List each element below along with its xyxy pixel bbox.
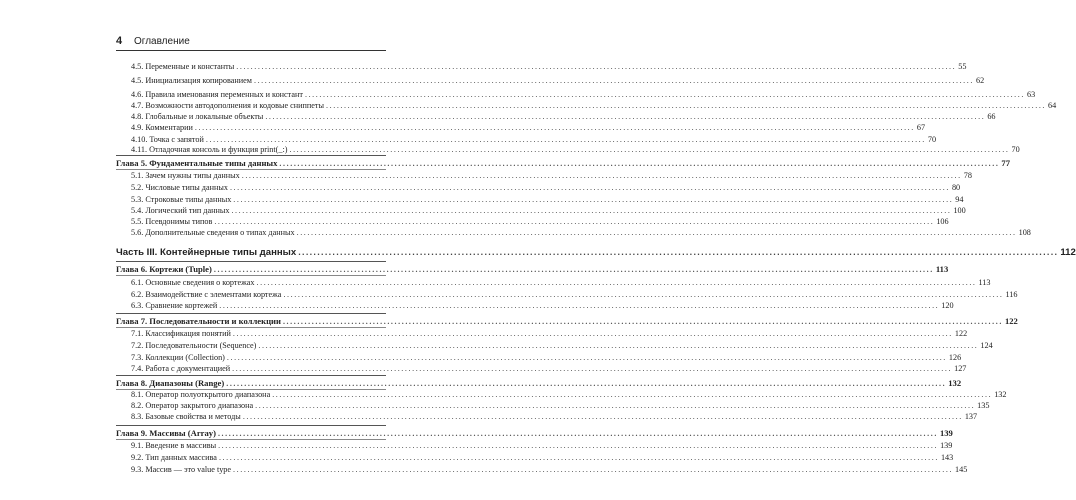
toc-entry-title: Часть III. Контейнерные типы данных	[116, 247, 297, 258]
chapter-rule-top	[116, 375, 386, 376]
toc-entry-title: 9.1. Введение в массивы	[131, 441, 217, 450]
dot-leader: ........................................................................................................................................................................................................	[205, 135, 926, 144]
toc-entry-page: 112	[1060, 247, 1076, 258]
toc-entry-page: 127	[954, 364, 967, 373]
chapter-rule-bottom	[116, 327, 386, 328]
toc-entry-title: 4.7. Возможности автодополнения и кодовые сниппеты	[131, 101, 325, 110]
toc-entry-title: Глава 7. Последовательности и коллекции	[116, 316, 281, 326]
dot-leader: ........................................................................................................................................................................................................	[213, 265, 934, 274]
toc-entry-page: 135	[977, 401, 990, 410]
dot-leader: ........................................................................................................................................................................................................	[217, 429, 938, 438]
toc-section-entry	[131, 123, 926, 133]
toc-chapter-entry	[116, 316, 1018, 326]
dot-leader: ........................................................................................................................................................................................................	[272, 390, 993, 399]
toc-section-entry	[131, 101, 1057, 111]
toc-section-entry	[131, 364, 967, 374]
toc-entry-page: 66	[987, 112, 996, 121]
dot-leader: ........................................................................................................................................................................................................	[233, 465, 954, 474]
toc-entry-title: 5.5. Псевдонимы типов	[131, 217, 213, 226]
page-header	[116, 36, 386, 51]
toc-entry-page: 124	[980, 341, 993, 350]
toc-entry-page: 77	[1001, 158, 1011, 168]
toc-entry-page: 139	[940, 441, 953, 450]
toc-entry-page: 67	[916, 123, 926, 132]
toc-entry-page: 63	[1026, 90, 1036, 99]
toc-entry-page: 139	[939, 428, 953, 438]
toc-section-entry	[131, 329, 968, 339]
toc-section-entry	[131, 401, 990, 411]
toc-entry-title: 8.1. Оператор полуоткрытого диапазона	[131, 390, 271, 399]
toc-entry-page: 70	[1011, 145, 1020, 154]
toc-entry-page: 106	[936, 217, 949, 226]
dot-leader: ........................................................................................................................................................................................................	[226, 353, 947, 362]
chapter-rule-top	[116, 425, 386, 426]
toc-part-entry	[116, 246, 1076, 258]
dot-leader: ........................................................................................................................................................................................................	[326, 101, 1047, 110]
toc-entry-title: 4.5. Инициализация копированием	[131, 76, 252, 85]
dot-leader: ........................................................................................................................................................................................................	[236, 62, 957, 71]
toc-entry-title: 4.8. Глобальные и локальные объекты	[131, 112, 264, 121]
chapter-rule-top	[116, 261, 386, 262]
dot-leader: ........................................................................................................................................................................................................	[253, 76, 974, 85]
toc-section-entry	[131, 112, 996, 122]
toc-entry-title: 6.3. Сравнение кортежей	[131, 301, 218, 310]
toc-entry-title: 4.11. Отладочная консоль и функция print(_:)	[131, 145, 288, 154]
dot-leader: ........................................................................................................................................................................................................	[304, 90, 1025, 99]
toc-entry-page: 80	[951, 183, 961, 192]
toc-entry-page: 78	[963, 171, 972, 180]
toc-section-entry	[131, 290, 1018, 300]
page-number: 4	[116, 35, 123, 47]
dot-leader: ........................................................................................................................................................................................................	[218, 441, 939, 450]
toc-entry-title: 5.2. Числовые типы данных	[131, 183, 228, 192]
toc-section-entry	[131, 278, 991, 288]
toc-entry-page: 94	[955, 195, 964, 204]
toc-entry-title: 4.9. Комментарии	[131, 123, 193, 132]
toc-entry-page: 120	[941, 301, 954, 310]
toc-section-entry	[131, 76, 985, 86]
dot-leader: ........................................................................................................................................................................................................	[242, 412, 963, 421]
toc-entry-title: 8.2. Оператор закрытого диапазона	[131, 401, 254, 410]
toc-entry-title: 5.6. Дополнительные сведения о типах данных	[131, 228, 295, 237]
toc-chapter-entry	[116, 264, 949, 274]
toc-entry-title: 7.3. Коллекции (Collection)	[131, 353, 225, 362]
toc-section-entry	[131, 183, 961, 193]
toc-chapter-entry	[116, 378, 962, 388]
dot-leader: ........................................................................................................................................................................................................	[279, 159, 1000, 168]
toc-entry-title: 4.5. Переменные и константы	[131, 62, 235, 71]
toc-chapter-entry	[116, 428, 953, 438]
dot-leader: ........................................................................................................................................................................................................	[255, 401, 976, 410]
toc-section-entry	[131, 145, 1020, 155]
dot-leader: ........................................................................................................................................................................................................	[289, 145, 1010, 154]
toc-entry-page: 122	[1004, 316, 1018, 326]
toc-section-entry	[131, 217, 949, 227]
toc-entry-title: 6.1. Основные сведения о кортежах	[131, 278, 255, 287]
toc-chapter-entry	[116, 158, 1011, 168]
toc-entry-title: 4.6. Правила именования переменных и констант	[131, 90, 303, 99]
toc-entry-title: Глава 8. Диапазоны (Range)	[116, 378, 225, 388]
toc-section-entry	[131, 228, 1031, 238]
dot-leader: ........................................................................................................................................................................................................	[226, 379, 947, 388]
toc-entry-title: Глава 6. Кортежи (Tuple)	[116, 264, 212, 274]
dot-leader: ........................................................................................................................................................................................................	[232, 364, 953, 373]
toc-section-entry	[131, 301, 954, 311]
toc-section-entry	[131, 441, 953, 451]
running-title: Оглавление	[134, 36, 190, 47]
toc-entry-page: 108	[1018, 228, 1031, 237]
toc-entry-title: Глава 9. Массивы (Array)	[116, 428, 216, 438]
chapter-rule-top	[116, 155, 386, 156]
toc-entry-title: 9.2. Тип данных массива	[131, 453, 217, 462]
toc-entry-page: 143	[940, 453, 954, 462]
toc-entry-title: 7.1. Классификация понятий	[131, 329, 231, 338]
dot-leader: ........................................................................................................................................................................................................	[219, 301, 940, 310]
toc-entry-page: 137	[964, 412, 978, 421]
toc-section-entry	[131, 135, 937, 145]
dot-leader: ........................................................................................................................................................................................................	[232, 329, 953, 338]
toc-entry-title: 5.4. Логический тип данных	[131, 206, 230, 215]
dot-leader: ........................................................................................................................................................................................................	[229, 183, 950, 192]
toc-entry-title: 7.2. Последовательности (Sequence)	[131, 341, 257, 350]
toc-entry-title: 5.1. Зачем нужны типы данных	[131, 171, 240, 180]
dot-leader: ........................................................................................................................................................................................................	[231, 206, 952, 215]
toc-entry-page: 55	[958, 62, 967, 71]
chapter-rule-top	[116, 313, 386, 314]
toc-section-entry	[131, 412, 978, 422]
toc-section-entry	[131, 390, 1007, 400]
toc-entry-page: 100	[953, 206, 966, 215]
toc-section-entry	[131, 341, 993, 351]
dot-leader: ........................................................................................................................................................................................................	[233, 195, 954, 204]
dot-leader: ........................................................................................................................................................................................................	[218, 453, 939, 462]
toc-entry-page: 70	[927, 135, 937, 144]
toc-entry-page: 113	[935, 264, 949, 274]
dot-leader: ........................................................................................................................................................................................................	[296, 228, 1017, 237]
dot-leader: ........................................................................................................................................................................................................	[194, 123, 915, 132]
toc-section-entry	[131, 62, 967, 72]
toc-section-entry	[131, 353, 962, 363]
toc-entry-page: 132	[948, 378, 962, 388]
toc-section-entry	[131, 90, 1036, 100]
dot-leader: ........................................................................................................................................................................................................	[241, 171, 962, 180]
toc-entry-title: 9.3. Массив — это value type	[131, 465, 232, 474]
toc-section-entry	[131, 195, 964, 205]
toc-entry-page: 126	[948, 353, 962, 362]
toc-entry-title: 7.4. Работа с документацией	[131, 364, 231, 373]
toc-entry-page: 113	[978, 278, 991, 287]
toc-section-entry	[131, 171, 972, 181]
toc-entry-title: 8.3. Базовые свойства и методы	[131, 412, 241, 421]
dot-leader: ........................................................................................................................................................................................................	[298, 247, 1059, 257]
dot-leader: ........................................................................................................................................................................................................	[214, 217, 935, 226]
dot-leader: ........................................................................................................................................................................................................	[282, 317, 1003, 326]
toc-entry-title: 6.2. Взаимодействие с элементами кортежа	[131, 290, 282, 299]
toc-entry-page: 116	[1005, 290, 1018, 299]
toc-entry-title: 4.10. Точка с запятой	[131, 135, 204, 144]
chapter-rule-bottom	[116, 275, 386, 276]
toc-entry-title: Глава 5. Фундаментальные типы данных	[116, 158, 278, 168]
toc-entry-page: 64	[1048, 101, 1057, 110]
toc-section-entry	[131, 465, 968, 475]
dot-leader: ........................................................................................................................................................................................................	[283, 290, 1004, 299]
dot-leader: ........................................................................................................................................................................................................	[256, 278, 977, 287]
toc-entry-page: 122	[954, 329, 968, 338]
dot-leader: ........................................................................................................................................................................................................	[258, 341, 979, 350]
dot-leader: ........................................................................................................................................................................................................	[265, 112, 986, 121]
toc-section-entry	[131, 206, 966, 216]
toc-entry-page: 132	[994, 390, 1007, 399]
toc-entry-title: 5.3. Строковые типы данных	[131, 195, 232, 204]
toc-entry-page: 145	[955, 465, 968, 474]
toc-section-entry	[131, 453, 954, 463]
toc-entry-page: 62	[975, 76, 985, 85]
chapter-rule-bottom	[116, 439, 386, 440]
chapter-rule-bottom	[116, 169, 386, 170]
